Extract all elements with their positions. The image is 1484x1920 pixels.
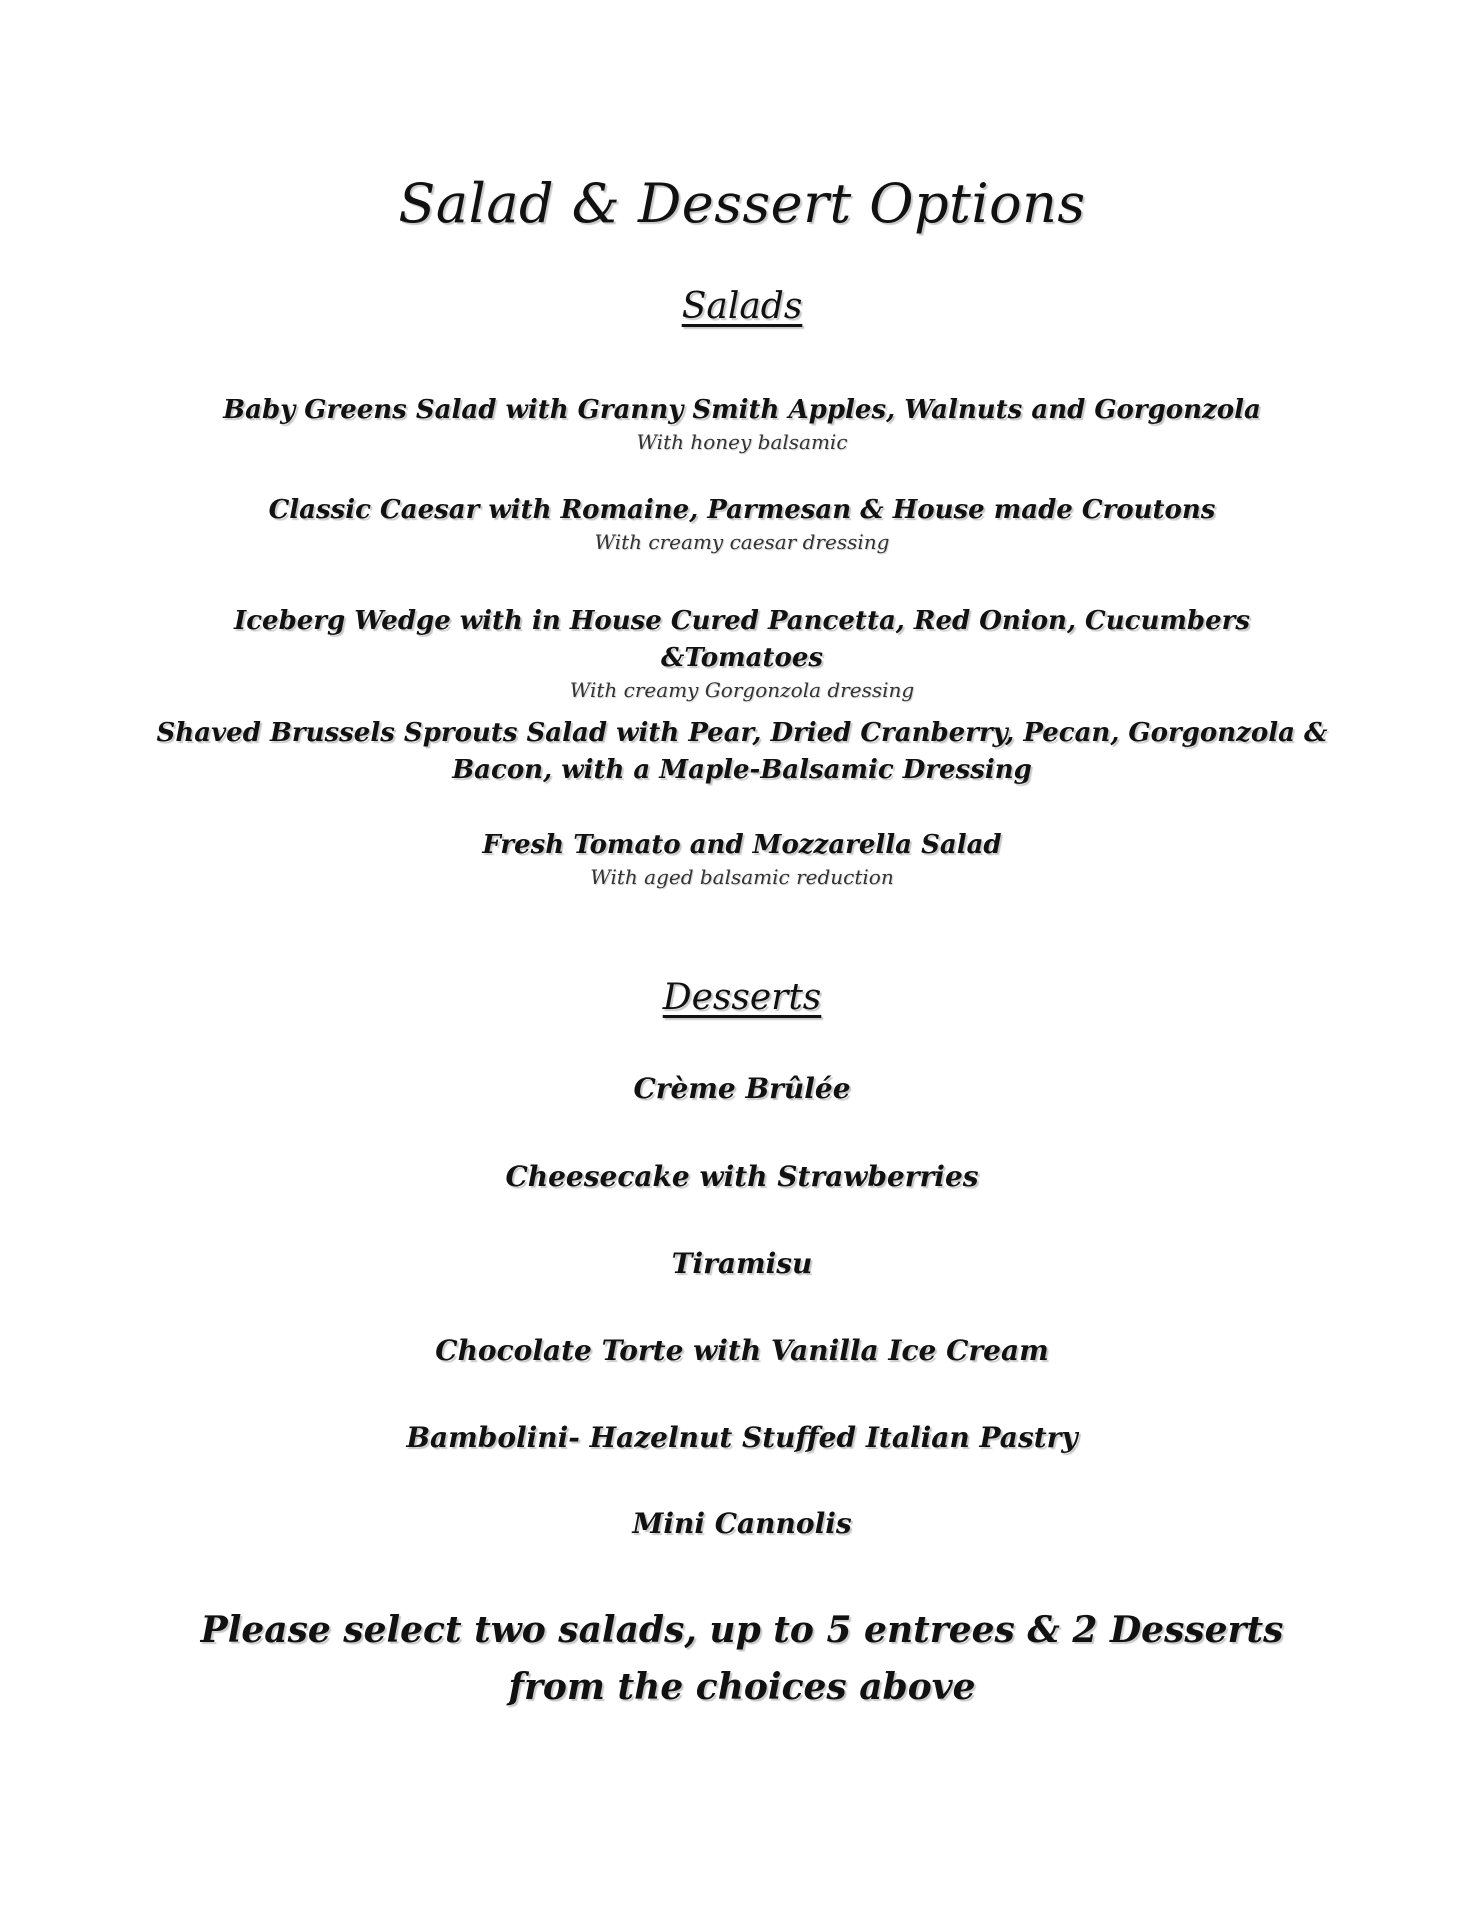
- dessert-item: Cheesecake with Strawberries: [505, 1160, 979, 1193]
- salad-name: Fresh Tomato and Mozzarella Salad: [482, 830, 1002, 860]
- dessert-item: Crème Brûlée: [633, 1072, 851, 1105]
- salad-dressing-note: With creamy Gorgonzola dressing: [569, 678, 915, 702]
- salad-item: [150, 492, 1334, 555]
- salad-dressing-note: With aged balsamic reduction: [590, 865, 894, 889]
- salad-name: Shaved Brussels Sprouts Salad with Pear, Dried Cranberry, Pecan, Gorgonzola & Bacon, with a Maple-Balsamic Dressing: [156, 718, 1328, 785]
- page-title: Salad & Dessert Options: [398, 172, 1086, 235]
- dessert-item: Mini Cannolis: [632, 1507, 852, 1540]
- salad-item: [150, 827, 1334, 890]
- salad-dressing-note: With honey balsamic: [636, 430, 848, 454]
- dessert-item: Tiramisu: [671, 1247, 813, 1280]
- salad-item: [150, 715, 1334, 789]
- selection-instructions: Please select two salads, up to 5 entrees & 2 Desserts from the choices above: [200, 1609, 1284, 1708]
- salad-dressing-note: With creamy caesar dressing: [594, 530, 890, 554]
- dessert-item: Bambolini- Hazelnut Stuffed Italian Pastry: [406, 1421, 1078, 1454]
- desserts-heading: Desserts: [662, 977, 822, 1018]
- salad-name: Baby Greens Salad with Granny Smith Apples, Walnuts and Gorgonzola: [223, 395, 1261, 425]
- salad-name: Classic Caesar with Romaine, Parmesan & House made Croutons: [268, 495, 1216, 525]
- salads-heading: Salads: [681, 286, 803, 327]
- salad-item: [150, 603, 1334, 703]
- salad-name: Iceberg Wedge with in House Cured Pancetta, Red Onion, Cucumbers &Tomatoes: [234, 606, 1250, 673]
- dessert-item: Chocolate Torte with Vanilla Ice Cream: [435, 1334, 1049, 1367]
- salad-item: [150, 392, 1334, 455]
